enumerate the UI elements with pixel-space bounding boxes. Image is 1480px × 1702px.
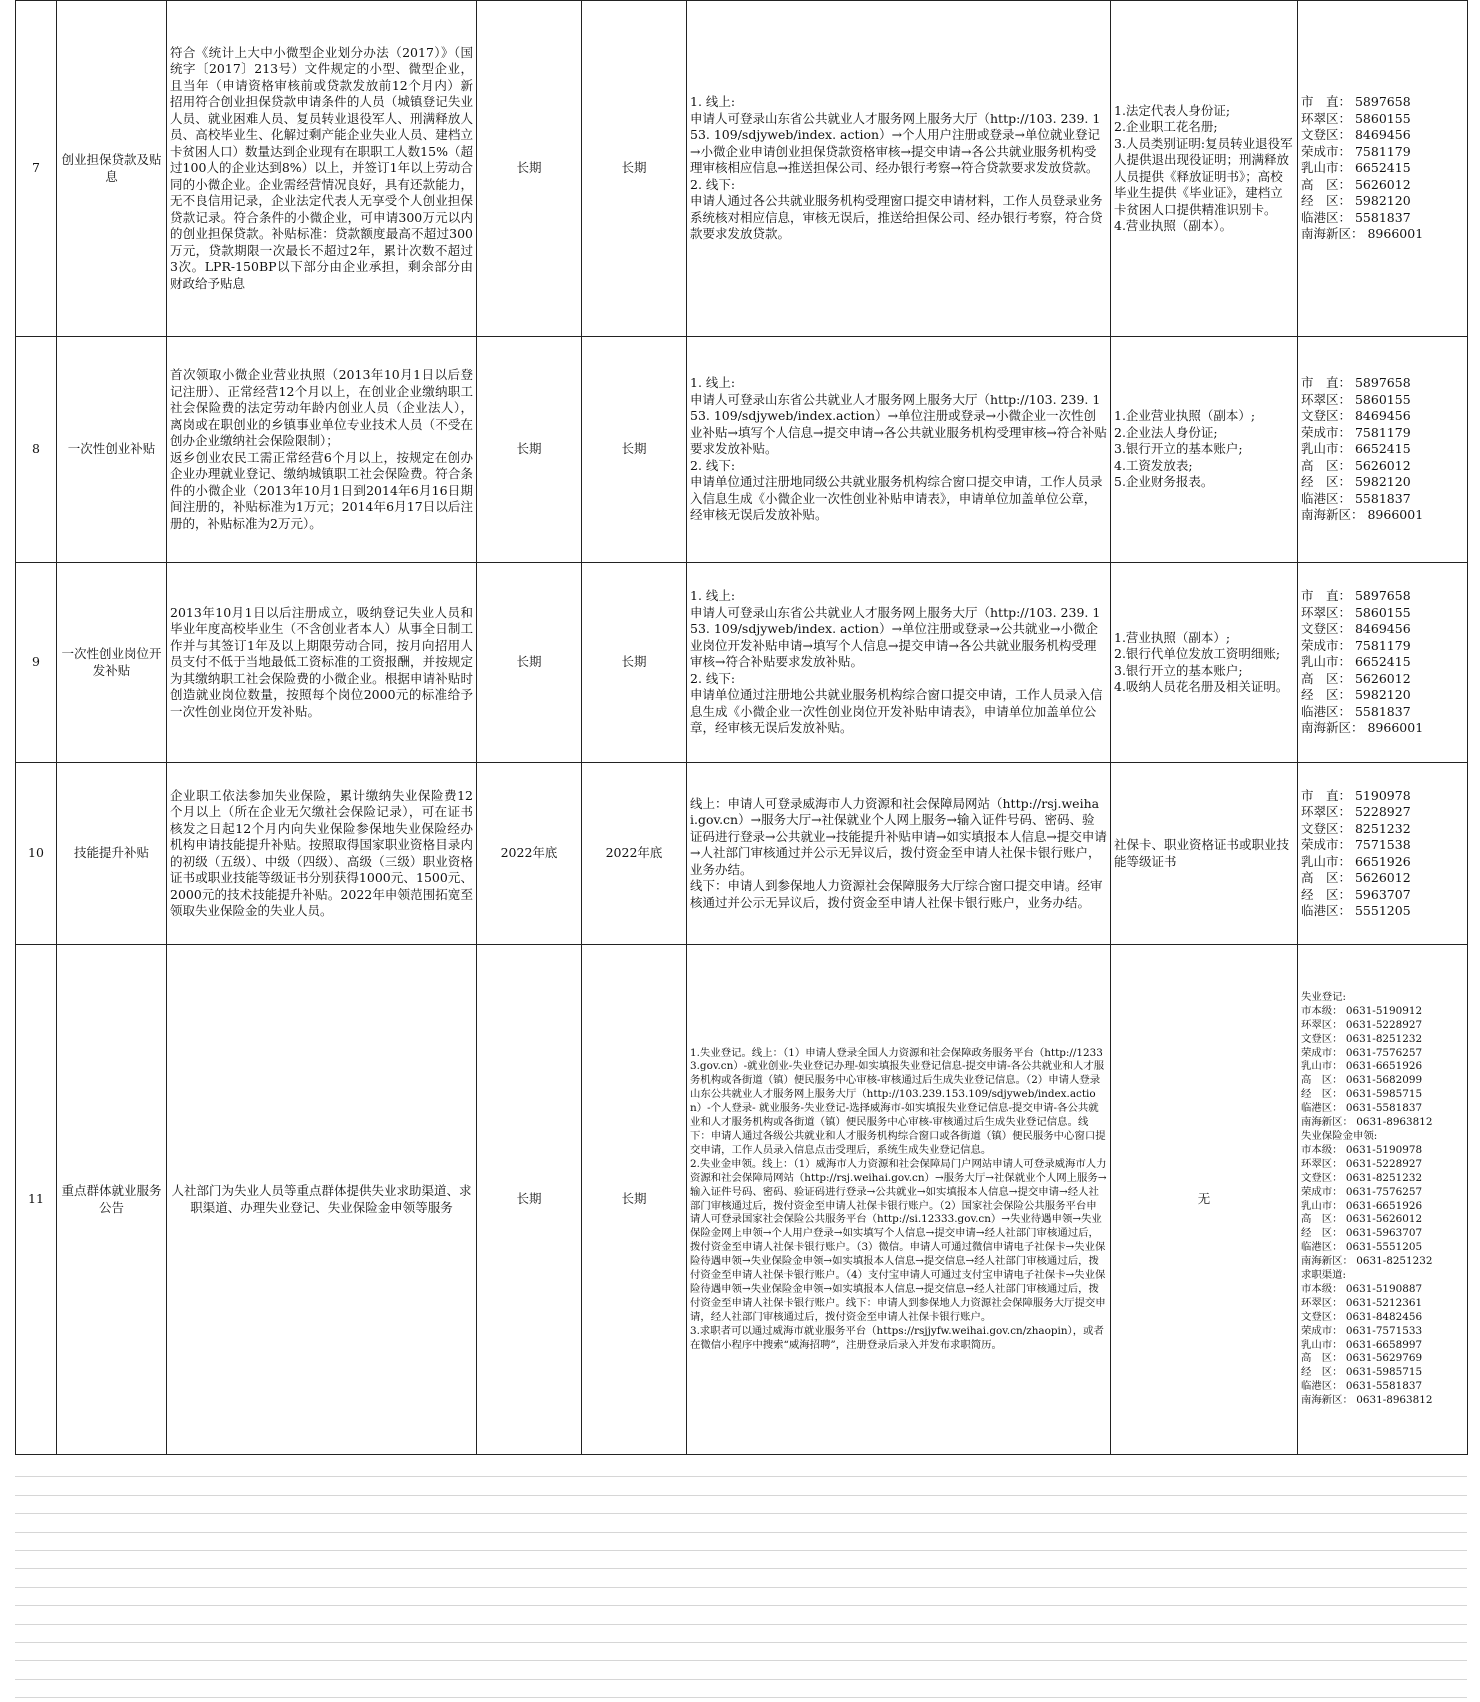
empty-grid-row (15, 1606, 1467, 1624)
phone-entry: 市 直： 5190978 (1301, 787, 1411, 803)
phone-entry: 文登区： 0631-8251232 (1301, 1032, 1423, 1045)
phone-entry: 临港区： 5581837 (1301, 490, 1411, 506)
table-row (16, 337, 1468, 563)
phone-entry: 乳山市： 0631-6658997 (1301, 1338, 1423, 1351)
material-item: 2.银行代单位发放工资明细账; (1114, 646, 1281, 661)
phone-entry: 环翠区： 0631-5228927 (1301, 1018, 1423, 1031)
empty-grid-row (15, 1588, 1467, 1606)
contact-phones (1298, 763, 1468, 945)
material-item: 4.吸纳人员花名册及相关证明。 (1114, 679, 1289, 694)
start-date: 长期 (477, 1, 582, 337)
apply-process (687, 563, 1111, 763)
policy-name: 一次性创业岗位开发补贴 (57, 563, 167, 763)
process-line: 1. 线上: (690, 94, 736, 110)
empty-grid-row (15, 1661, 1467, 1679)
phone-entry: 经 区： 5982120 (1301, 193, 1411, 209)
phone-entry: 经 区： 0631-5985715 (1301, 1366, 1423, 1379)
policy-name: 一次性创业补贴 (57, 337, 167, 563)
phone-entry: 临港区： 0631-5581837 (1301, 1102, 1423, 1115)
required-materials: 无 (1111, 945, 1298, 1455)
phone-entry: 南海新区： 0631-8963812 (1301, 1116, 1433, 1129)
process-line: 申请人可登录山东省公共就业人才服务网上服务大厅（http://103. 239. 153. 109/sdjyweb/index. action）→个人用户注册或登录→单位就业登记→小微企业申请创业担保贷款资格审核→提交申请→各公共就业服务机构受理审核相应信息→推送担保公司、经办银行考察→符合贷款要求发放贷款。 (690, 110, 1101, 176)
phone-entry: 环翠区： 5860155 (1301, 604, 1411, 620)
material-item: 2.企业职工花名册; (1114, 119, 1218, 134)
phone-entry: 高 区： 0631-5629769 (1301, 1352, 1423, 1365)
phone-entry: 高 区： 5626012 (1301, 870, 1411, 885)
material-item: 3.银行开立的基本账户; (1114, 441, 1243, 457)
phone-entry: 经 区： 0631-5963707 (1301, 1227, 1423, 1240)
phone-entry: 高 区： 0631-5626012 (1301, 1213, 1423, 1226)
phone-entry: 乳山市： 6652415 (1301, 160, 1411, 176)
table-row (16, 945, 1468, 1455)
end-date: 长期 (582, 337, 687, 563)
policy-name: 创业担保贷款及贴息 (57, 1, 167, 337)
phone-entry: 乳山市： 6652415 (1301, 654, 1411, 670)
process-line: 申请人通过各公共就业服务机构受理窗口提交申请材料，工作人员登录业务系统核对相应信息，审核无误后，推送给担保公司、经办银行考察，符合贷款要求发放贷款。 (690, 193, 1103, 242)
end-date: 长期 (582, 563, 687, 763)
phone-entry: 乳山市： 6651926 (1301, 853, 1411, 869)
material-item: 1.法定代表人身份证; (1114, 102, 1231, 118)
process-line: 申请人可登录山东省公共就业人才服务网上服务大厅（http://103. 239. 153. 109/sdjyweb/index. action）→单位注册或登录→公共就业→小微企业岗位开发补贴申请→填写个人信息→提交申请→各公共就业服务机构受理审核→符合补贴要求发放补贴。 (690, 604, 1101, 670)
phone-entry: 市本级： 0631-5190887 (1301, 1282, 1423, 1295)
phone-entry: 市 直： 5897658 (1301, 375, 1411, 391)
phone-entry: 荣成市： 0631-7576257 (1301, 1185, 1423, 1198)
table-row (16, 1, 1468, 337)
phone-entry: 荣成市： 7581179 (1301, 143, 1411, 159)
empty-grid-row (15, 1625, 1467, 1643)
contact-phones (1298, 945, 1468, 1455)
material-item: 5.企业财务报表。 (1114, 474, 1214, 490)
empty-grid-row (15, 1533, 1467, 1551)
material-item: 3.银行开立的基本账户; (1114, 662, 1243, 678)
contact-phones (1298, 563, 1468, 763)
phone-entry: 临港区： 0631-5551205 (1301, 1241, 1423, 1254)
process-line: 线下：申请人到参保地人力资源社会保障服务大厅综合窗口提交申请。经审核通过并公示无异议后，拨付资金至申请人社保卡银行账户，业务办结。 (690, 878, 1103, 910)
process-line: 1. 线上: (690, 588, 736, 604)
phone-entry: 市 直： 5897658 (1301, 588, 1411, 604)
phone-entry: 失业登记: (1301, 990, 1347, 1003)
phone-entry: 环翠区： 5228927 (1301, 804, 1411, 819)
empty-grid-row (15, 1643, 1467, 1661)
phone-entry: 文登区： 0631-8251232 (1301, 1171, 1423, 1184)
process-line: 2.失业金申领。线上：（1）威海市人力资源和社会保障局门户网站申请人可登录威海市人力资源和社会保障局网站（http://rsj.weihai.gov.cn）→服务大厅→社保就业个人网上服务→输入证件号码、密码、验证码进行登录→公共就业→如实填报本人信息→提交申请→经人社部门审核通过后，拨付资金至申请人社保卡银行账户。（2）国家社会保险公共服务平台申请人可登录国家社会保险公共服务平台（http://si.12333.gov.cn）→失业待遇申领→失业保险金网上申领→个人用户登录→如实填写个人信息→提交申请→经人社部门审核通过后，拨付资金至申请人社保卡银行账户。（3）微信。申请人可通过微信申请电子社保卡→失业保险待遇申领→失业保险金申领→如实填报本人信息→提交信息→经人社部门审核通过后，拨付资金至申请人社保卡银行账户。（4）支付宝申请人可通过支付宝申请电子社保卡→失业保险待遇申领→失业保险金申领→如实填报本人信息→提交信息→经人社部门审核通过后，拨付资金至申请人社保卡银行账户。线下：申请人到参保地人力资源社会保障服务大厅提交申请，经人社部门审核通过后，拨付资金至申请人社保卡银行账户。 (690, 1157, 1107, 1323)
material-item: 3.人员类别证明:复员转业退役军人提供退出现役证明；刑满释放人员提供《释放证明书》；高校毕业生提供《毕业证》，建档立卡贫困人口提供精准识别卡。 (1114, 135, 1293, 217)
row-number: 10 (16, 763, 57, 945)
policy-table (15, 0, 1468, 1455)
phone-entry: 临港区： 0631-5581837 (1301, 1380, 1423, 1393)
end-date: 2022年底 (582, 763, 687, 945)
end-date: 长期 (582, 1, 687, 337)
phone-entry: 临港区： 5551205 (1301, 903, 1411, 918)
phone-entry: 荣成市： 7581179 (1301, 637, 1411, 653)
process-line: 线上：申请人可登录威海市人力资源和社会保障局网站（http://rsj.weihai.gov.cn）→服务大厅→社保就业个人网上服务→输入证件号码、密码、验证码进行登录→公共就业→技能提升补贴申请→如实填报本人信息→提交申请→人社部门审核通过并公示无异议后，拨付资金至申请人社保卡银行账户，业务办结。 (690, 795, 1107, 877)
material-item: 1.企业营业执照（副本）; (1114, 408, 1256, 424)
required-materials (1111, 337, 1298, 563)
phone-entry: 临港区： 5581837 (1301, 209, 1411, 225)
phone-entry: 临港区： 5581837 (1301, 703, 1411, 719)
phone-entry: 经 区： 0631-5985715 (1301, 1088, 1423, 1101)
process-line: 1. 线上: (690, 375, 736, 391)
phone-entry: 环翠区： 0631-5228927 (1301, 1157, 1423, 1170)
empty-grid-row (15, 1551, 1467, 1569)
policy-condition: 企业职工依法参加失业保险，累计缴纳失业保险费12个月以上（所在企业无欠缴社会保险记录），可在证书核发之日起12个月内向失业保险参保地失业保险经办机构申请技能提升补贴。按照取得国家职业资格目录内的初级（五级）、中级（四级）、高级（三级）职业资格证书或职业技能等级证书分别获得1000元、1500元、2000元的技术技能提升补贴。2022年申领范围拓宽至领取失业保险金的失业人员。 (167, 763, 477, 945)
process-line: 1.失业登记。线上：（1）申请人登录全国人力资源和社会保障政务服务平台（http://12333.gov.cn）-就业创业-失业登记办理-如实填报失业登记信息-提交申请-各公共就业和人才服务机构或各街道（镇）便民服务中心审核-审核通过后生成失业登记信息。（2）申请人登录山东公共就业人才服务网上服务大厅（http://103.239.153.109/sdjyweb/index.action）-个人登录- 就业服务-失业登记-选择威海市-如实填报失业登记信息-提交申请-各公共就业和人才服务机构或各街道（镇）便民服务中心审核-审核通过后生成失业登记信息。线下：申请人通过各级公共就业和人才服务机构综合窗口或各街道（镇）便民服务中心窗口提交申请，工作人员录入信息点击受理后，系统生成失业登记信息。 (690, 1046, 1106, 1156)
policy-condition: 首次领取小微企业营业执照（2013年10月1日以后登记注册）、正常经营12个月以上，在创业企业缴纳职工社会保险费的法定劳动年龄内创业人员（企业法人），离岗或在职创业的乡镇事业单位专业技术人员（不受在创办企业缴纳社会保险限制）； 返乡创业农民工需正常经营6个月以上，按规定在创办企业办理就业登记、缴纳城镇职工社会保险费。符合条件的小微企业（2013年10月1日到2014年6月16日期间注册的，补贴标准为1万元；2014年6月17日以后注册的，补贴标准为2万元）。 (167, 337, 477, 563)
empty-spreadsheet-grid (15, 1459, 1467, 1698)
table-row (16, 563, 1468, 763)
phone-entry: 高 区： 5626012 (1301, 457, 1411, 473)
empty-grid-row (15, 1477, 1467, 1495)
empty-grid-row (15, 1496, 1467, 1514)
phone-entry: 高 区： 5626012 (1301, 670, 1411, 686)
required-materials (1111, 763, 1298, 945)
process-line: 申请单位通过注册地公共就业服务机构综合窗口提交申请，工作人员录入信息生成《小微企业一次性创业岗位开发补贴申请表》，申请单位加盖单位公章，经审核无误后发放补贴。 (690, 687, 1103, 736)
material-item: 4.工资发放表; (1114, 457, 1193, 473)
phone-entry: 文登区： 0631-8482456 (1301, 1310, 1423, 1323)
phone-entry: 荣成市： 0631-7576257 (1301, 1046, 1423, 1059)
phone-entry: 南海新区： 8966001 (1301, 226, 1424, 242)
start-date: 2022年底 (477, 763, 582, 945)
phone-entry: 乳山市： 6652415 (1301, 441, 1411, 457)
empty-grid-row (15, 1680, 1467, 1698)
process-line: 申请单位通过注册地同级公共就业服务机构综合窗口提交申请，工作人员录入信息生成《小微企业一次性创业补贴申请表》，申请单位加盖单位公章，经审核无误后发放补贴。 (690, 474, 1103, 523)
phone-entry: 文登区： 8469456 (1301, 408, 1411, 424)
phone-entry: 南海新区： 0631-8963812 (1301, 1394, 1433, 1407)
row-number: 7 (16, 1, 57, 337)
empty-grid-row (15, 1569, 1467, 1587)
material-item: 2.企业法人身份证; (1114, 424, 1218, 440)
policy-condition: 人社部门为失业人员等重点群体提供失业求助渠道、求职渠道、办理失业登记、失业保险金申领等服务 (167, 945, 477, 1455)
phone-entry: 环翠区： 5860155 (1301, 110, 1411, 126)
table-row (16, 763, 1468, 945)
start-date: 长期 (477, 563, 582, 763)
policy-name: 重点群体就业服务公告 (57, 945, 167, 1455)
phone-entry: 经 区： 5982120 (1301, 474, 1411, 490)
end-date: 长期 (582, 945, 687, 1455)
row-number: 9 (16, 563, 57, 763)
phone-entry: 南海新区： 0631-8251232 (1301, 1255, 1433, 1268)
policy-condition: 符合《统计上大中小微型企业划分办法（2017）》（国统字〔2017〕213号）文件规定的小型、微型企业，且当年（申请资格审核前或贷款发放前12个月内）新招用符合创业担保贷款申请条件的人员（城镇登记失业人员、就业困难人员、复员转业退役军人、刑满释放人员、高校毕业生、化解过剩产能企业失业人员、建档立卡贫困人口）数量达到企业现有在职职工人数15%（超过100人的企业达到8%）以上，并签订1年以上劳动合同的小微企业。企业需经营情况良好，具有还款能力，无不良信用记录，企业法定代表人无享受个人创业担保贷款记录。符合条件的小微企业，可申请300万元以内的创业担保贷款。补贴标准：贷款额度最高不超过300万元，贷款期限一次最长不超过2年，累计次数不超过3次。LPR-150BP以下部分由企业承担，剩余部分由财政给予贴息 (167, 1, 477, 337)
phone-entry: 文登区： 8251232 (1301, 820, 1411, 836)
phone-entry: 市本级： 0631-5190912 (1301, 1004, 1423, 1017)
apply-process (687, 1, 1111, 337)
apply-process (687, 337, 1111, 563)
phone-entry: 市 直： 5897658 (1301, 94, 1411, 110)
process-line: 申请人可登录山东省公共就业人才服务网上服务大厅（http://103. 239. 153. 109/sdjyweb/index.action）→单位注册或登录→小微企业一次性创业补贴→填写个人信息→提交申请→各公共就业服务机构受理审核→符合补贴要求发放补贴。 (690, 391, 1107, 457)
required-materials (1111, 563, 1298, 763)
phone-entry: 环翠区： 5860155 (1301, 391, 1411, 407)
empty-grid-row (15, 1459, 1467, 1477)
policy-condition: 2013年10月1日以后注册成立，吸纳登记失业人员和毕业年度高校毕业生（不含创业者本人）从事全日制工作并与其签订1年及以上期限劳动合同，按月向招用人员支付不低于当地最低工资标准的工资报酬，并按规定为其缴纳职工社会保险费的小微企业。根据申请补贴时创造就业岗位数量，按照每个岗位2000元的标准给予一次性创业岗位开发补贴。 (167, 563, 477, 763)
phone-entry: 乳山市： 0631-6651926 (1301, 1060, 1423, 1073)
start-date: 长期 (477, 337, 582, 563)
phone-entry: 求职渠道: (1301, 1269, 1347, 1282)
apply-process (687, 763, 1111, 945)
phone-entry: 经 区： 5982120 (1301, 687, 1411, 703)
policy-name: 技能提升补贴 (57, 763, 167, 945)
phone-entry: 市本级： 0631-5190978 (1301, 1143, 1423, 1156)
phone-entry: 荣成市： 7571538 (1301, 837, 1411, 852)
phone-entry: 高 区： 0631-5682099 (1301, 1074, 1423, 1087)
material-item: 4.营业执照（副本）。 (1114, 218, 1233, 233)
phone-entry: 南海新区： 8966001 (1301, 507, 1424, 523)
process-line: 3.求职者可以通过威海市就业服务平台（https://rsjjyfw.weihai.gov.cn/zhaopin），或者在微信小程序中搜索“威海招聘”，注册登录后录入并发布求职简历。 (690, 1324, 1104, 1351)
phone-entry: 荣成市： 7581179 (1301, 424, 1411, 440)
phone-entry: 荣成市： 0631-7571533 (1301, 1324, 1423, 1337)
contact-phones (1298, 337, 1468, 563)
row-number: 11 (16, 945, 57, 1455)
row-number: 8 (16, 337, 57, 563)
phone-entry: 经 区： 5963707 (1301, 886, 1411, 902)
required-materials (1111, 1, 1298, 337)
phone-entry: 南海新区： 8966001 (1301, 720, 1424, 736)
start-date: 长期 (477, 945, 582, 1455)
phone-entry: 文登区： 8469456 (1301, 127, 1411, 143)
phone-entry: 失业保险金申领: (1301, 1129, 1378, 1142)
table-body (16, 1, 1468, 1455)
apply-process (687, 945, 1111, 1455)
process-line: 2. 线下: (690, 457, 736, 473)
phone-entry: 文登区： 8469456 (1301, 621, 1411, 637)
phone-entry: 高 区： 5626012 (1301, 176, 1411, 192)
process-line: 2. 线下: (690, 670, 736, 686)
phone-entry: 乳山市： 0631-6651926 (1301, 1199, 1423, 1212)
phone-entry: 环翠区： 0631-5212361 (1301, 1296, 1423, 1309)
empty-grid-row (15, 1514, 1467, 1532)
contact-phones (1298, 1, 1468, 337)
material-item: 1.营业执照（副本）; (1114, 629, 1231, 645)
process-line: 2. 线下: (690, 176, 736, 192)
material-item: 社保卡、职业资格证书或职业技能等级证书 (1114, 837, 1290, 869)
